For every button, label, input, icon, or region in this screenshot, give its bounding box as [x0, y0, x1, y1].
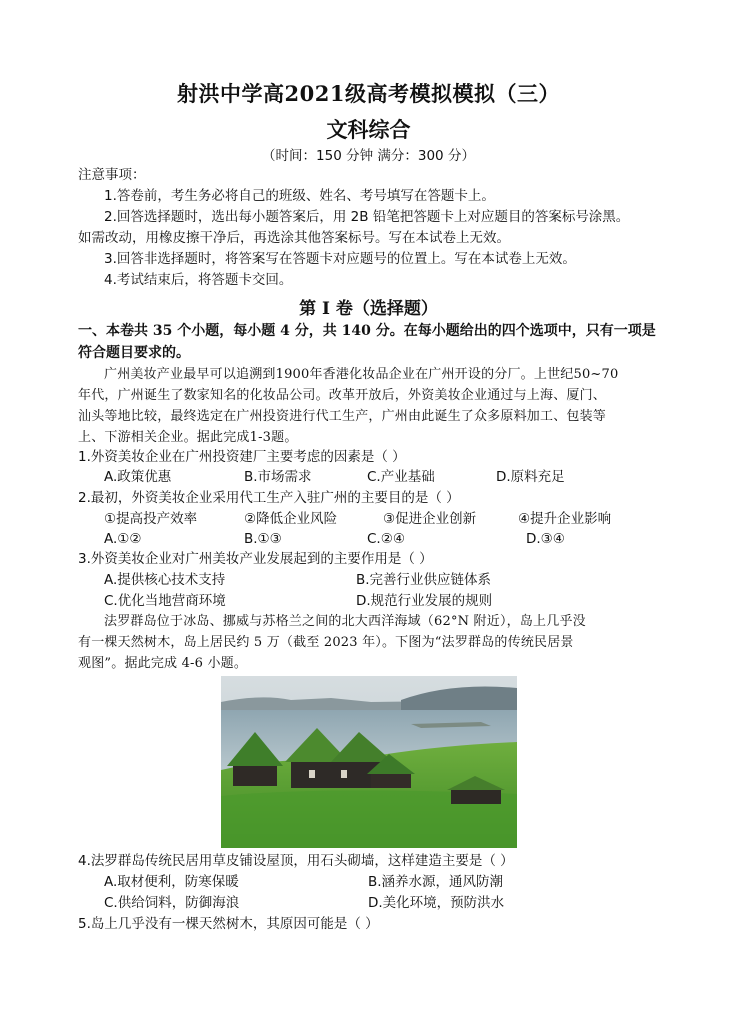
option: A.提供核心技术支持 [104, 572, 226, 588]
option: B.①③ [244, 531, 282, 547]
question-stem: 5.岛上几乎没有一棵天然树木，其原因可能是（ ） [78, 916, 379, 932]
notice-item: 4.考试结束后，将答题卡交回。 [104, 272, 293, 288]
statement-item: ④提升企业影响 [518, 511, 612, 527]
statement-item: ②降低企业风险 [244, 511, 338, 527]
passage-line: 广州美妆产业最早可以追溯到1900年香港化妆品企业在广州开设的分厂。上世纪50~70 [104, 367, 619, 382]
question-stem: 2.最初，外资美妆企业采用代工生产入驻广州的主要目的是（ ） [78, 490, 460, 506]
instructions-line: 符合题目要求的。 [78, 345, 190, 361]
option: D.原料充足 [496, 469, 565, 485]
passage-line: 观图”。据此完成 4-6 小题。 [78, 656, 248, 671]
exam-info: （时间：150 分钟 满分：300 分） [262, 148, 475, 164]
question-stem: 1.外资美妆企业在广州投资建厂主要考虑的因素是（ ） [78, 449, 406, 465]
notice-item: 3.回答非选择题时，将答案写在答题卡对应题号的位置上。写在本试卷上无效。 [104, 251, 576, 267]
passage-line: 上、下游相关企业。据此完成1-3题。 [78, 430, 298, 445]
notice-heading: 注意事项： [78, 167, 146, 183]
statement-item: ③促进企业创新 [383, 511, 477, 527]
exam-subtitle: 文科综合 [326, 117, 411, 142]
passage-line: 法罗群岛位于冰岛、挪威与苏格兰之间的北大西洋海域（62°N 附近），岛上几乎没 [104, 614, 586, 629]
option: D.③④ [526, 531, 565, 547]
option: B.完善行业供应链体系 [356, 572, 492, 588]
notice-item: 2.回答选择题时，选出每小题答案后，用 2B 铅笔把答题卡上对应题目的答案标号涂黑。 [104, 209, 630, 225]
question-stem: 3.外资美妆企业对广州美妆产业发展起到的主要作用是（ ） [78, 551, 433, 567]
faroe-houses-photo [221, 676, 517, 848]
notice-item: 如需改动，用橡皮擦干净后，再选涂其他答案标号。写在本试卷上无效。 [78, 230, 510, 246]
option: B.涵养水源，通风防潮 [368, 874, 504, 890]
option: A.政策优惠 [104, 469, 172, 485]
option: B.市场需求 [244, 469, 312, 485]
passage-line: 年代，广州诞生了数家知名的化妆品公司。改革开放后，外资美妆企业通过与上海、厦门、 [78, 388, 607, 403]
notice-item: 1.答卷前，考生务必将自己的班级、姓名、考号填写在答题卡上。 [104, 188, 495, 204]
question-stem: 4.法罗群岛传统民居用草皮铺设屋顶，用石头砌墙，这样建造主要是（ ） [78, 853, 514, 869]
exam-title: 射洪中学高2021级高考模拟模拟（三） [177, 81, 560, 106]
option: C.供给饲料，防御海浪 [104, 895, 240, 911]
statement-item: ①提高投产效率 [104, 511, 198, 527]
section-title: 第 I 卷（选择题） [299, 299, 438, 319]
option: D.美化环境，预防洪水 [368, 895, 505, 911]
option: A.①② [104, 531, 142, 547]
option: C.优化当地营商环境 [104, 593, 226, 609]
option: C.②④ [367, 531, 405, 547]
option: D.规范行业发展的规则 [356, 593, 493, 609]
instructions-line: 一、本卷共 35 个小题，每小题 4 分，共 140 分。在每小题给出的四个选项中，只有一项是 [78, 323, 656, 339]
passage-line: 有一棵天然树木，岛上居民约 5 万（截至 2023 年）。下图为“法罗群岛的传统民居景 [78, 635, 574, 650]
option: C.产业基础 [367, 469, 435, 485]
option: A.取材便利，防寒保暖 [104, 874, 239, 890]
passage-line: 汕头等地比较，最终选定在广州投资进行代工生产，广州由此诞生了众多原料加工、包装等 [78, 409, 607, 424]
